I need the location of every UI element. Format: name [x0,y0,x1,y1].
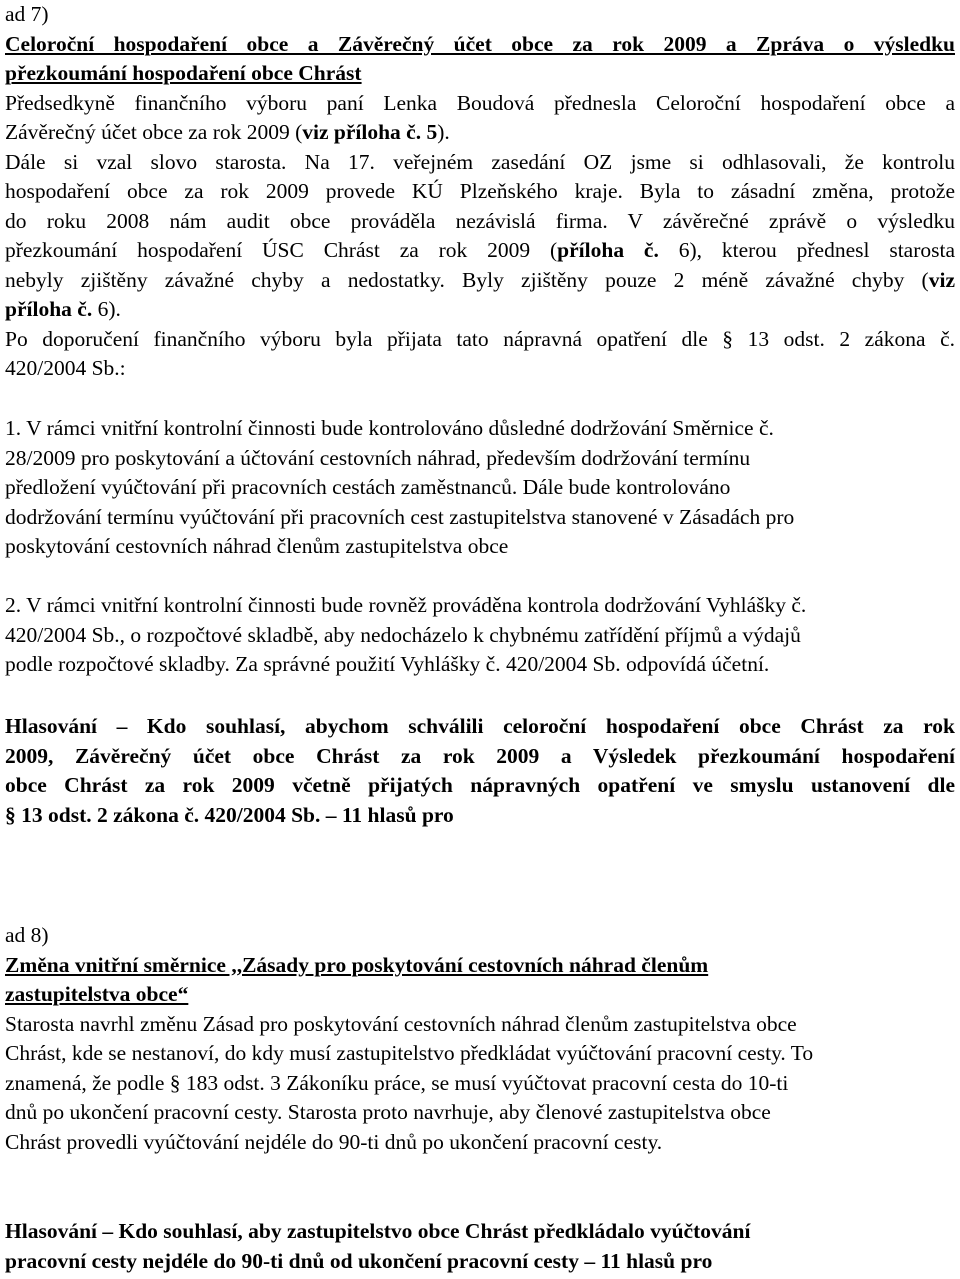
list-item-line: 420/2004 Sb., o rozpočtové skladbě, aby nedocházelo k chybnému zatřídění příjmů a výdajů [5,622,801,647]
spacer [5,562,955,592]
body-line: znamená, že podle § 183 odst. 3 Zákoníku práce, se musí vyúčtovat pracovní cesta do 10-ti [5,1070,789,1095]
body-text: 6), kterou přednesl starosta [658,238,955,262]
section-heading-ad8: ad 8) [5,923,49,947]
section-heading-ad7: ad 7) [5,2,49,26]
list-item-line: poskytování cestovních náhrad členům zastupitelstva obce [5,534,509,558]
corrective-measures-list [5,414,955,680]
body-line [5,118,955,148]
attachment-reference: příloha č. [557,238,659,262]
body-text: 6). [92,297,121,321]
list-item-line: 28/2009 pro poskytování a účtování cestovních náhrad, především dodržování termínu [5,445,751,470]
list-item-line: 2. V rámci vnitřní kontrolní činnosti bude rovněž prováděna kontrola dodržování Vyhlášky č. [5,593,807,617]
body-line: Dále si vzal slovo starosta. Na 17. veřejném zasedání OZ jsme si odhlasovali, že kontrolu [5,149,955,174]
body-line: hospodaření obce za rok 2009 provede KÚ Plzeňského kraje. Byla to zásadní změna, protože [5,179,955,203]
section-title-line-2: přezkoumání hospodaření obce Chrást [5,61,362,85]
section-title-line-1: Změna vnitřní směrnice ,,Zásady pro poskytování cestovních náhrad členům [5,952,709,977]
body-line [5,236,955,266]
section-ad8 [5,921,955,1157]
vote-paragraph-ad8 [5,1217,955,1276]
list-item-line: podle rozpočtové skladby. Za správné použití Vyhlášky č. 420/2004 Sb. odpovídá účetní. [5,652,770,676]
body-line: Starosta navrhl změnu Zásad pro poskytování cestovních náhrad členům zastupitelstva obce [5,1011,797,1036]
vote-paragraph-ad7 [5,712,955,830]
body-line: Chrást, kde se nestanoví, do kdy musí zastupitelstvo předkládat vyúčtování pracovní cesty. To [5,1041,814,1065]
body-line: 420/2004 Sb.: [5,356,126,380]
list-item-line: předložení vyúčtování při pracovních cestách zaměstnanců. Dále bude kontrolováno [5,475,731,499]
section-ad7 [5,0,955,384]
vote-line: § 13 odst. 2 zákona č. 420/2004 Sb. – 11 hlasů pro [5,802,454,827]
body-line: Po doporučení finančního výboru byla přijata tato nápravná opatření dle § 13 odst. 2 zákona č. [5,326,955,351]
section-title-line-2: zastupitelstva obce“ [5,982,189,1006]
body-line [5,266,955,296]
vote-line: Hlasování – Kdo souhlasí, abychom schválili celoroční hospodaření obce Chrást za rok [5,714,955,738]
vote-line: 2009, Závěrečný účet obce Chrást za rok 2009 a Výsledek přezkoumání hospodaření [5,743,955,768]
body-text: ). [437,120,450,144]
section-title-line-1: Celoroční hospodaření obce a Závěrečný účet obce za rok 2009 a Zpráva o výsledku [5,31,955,56]
list-item-line: 1. V rámci vnitřní kontrolní činnosti bude kontrolováno důsledné dodržování Směrnice č. [5,416,774,440]
body-line: do roku 2008 nám audit obce prováděla nezávislá firma. V závěrečné zprávě o výsledku [5,208,955,233]
body-line: Chrást provedli vyúčtování nejdéle do 90-ti dnů po ukončení pracovní cesty. [5,1129,663,1154]
list-item [5,414,955,562]
body-line: Předsedkyně finančního výboru paní Lenka Boudová přednesla Celoroční hospodaření obce a [5,90,955,115]
vote-line: obce Chrást za rok 2009 včetně přijatých nápravných opatření ve smyslu ustanovení dle [5,773,955,797]
body-line [5,295,955,325]
vote-line: Hlasování – Kdo souhlasí, aby zastupitelstvo obce Chrást předkládalo vyúčtování [5,1219,751,1243]
attachment-reference: viz příloha č. 5 [302,120,438,144]
body-line: dnů po ukončení pracovní cesty. Starosta proto navrhuje, aby členové zastupitelstva obce [5,1100,771,1124]
list-item-line: dodržování termínu vyúčtování při pracovních cest zastupitelstva stanovené v Zásadách pro [5,504,795,529]
body-text: nebyly zjištěny závažné chyby a nedostatky. Byly zjištěny pouze 2 méně závažné chyby ( [5,267,929,292]
list-item [5,591,955,680]
attachment-reference: příloha č. [5,297,93,321]
vote-line: pracovní cesty nejdéle do 90-ti dnů od ukončení pracovní cesty – 11 hlasů pro [5,1248,713,1273]
body-text: přezkoumání hospodaření ÚSC Chrást za rok 2009 ( [5,238,558,262]
body-text: Závěrečný účet obce za rok 2009 ( [5,120,303,144]
attachment-reference: viz [928,267,955,292]
